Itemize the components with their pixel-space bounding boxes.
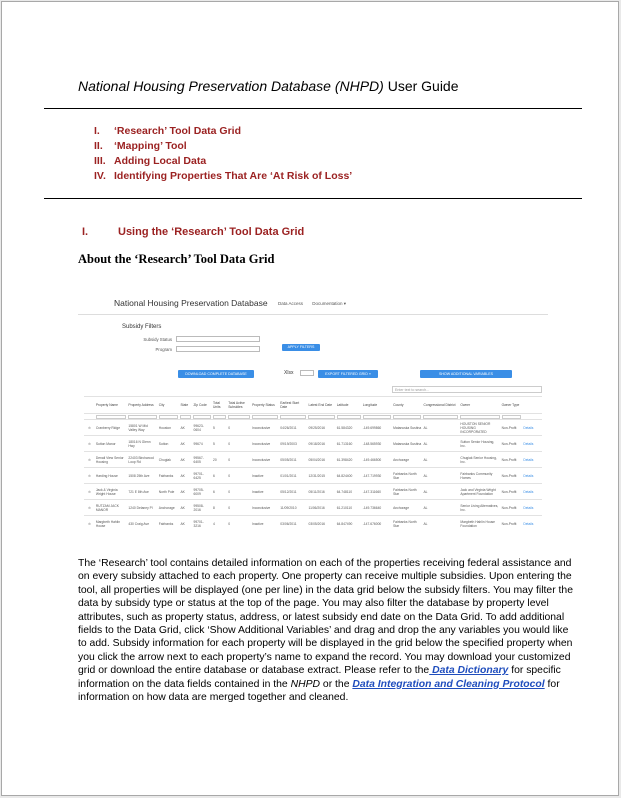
grid-cell: 99705-6009 bbox=[192, 484, 212, 500]
table-row bbox=[84, 500, 542, 516]
table-row bbox=[84, 516, 542, 532]
grid-cell: Margbeth Hahlin House Foundation bbox=[459, 516, 500, 532]
format-label: Xlsx bbox=[284, 370, 294, 376]
toc-item bbox=[94, 139, 352, 154]
grid-cell: 09/18/2016 bbox=[307, 436, 335, 452]
body-nhpd: NHPD bbox=[290, 678, 321, 690]
grid-cell: AL bbox=[422, 516, 459, 532]
body-text-mid2: or the bbox=[320, 678, 353, 690]
body-main-text: The ‘Research’ tool contains detailed information on each of the properties receiving federal assistance and on every subsidy attached to each property. One property can receive multiple subsidies. Upon entering the tool, all properties will be displayed (one per line) in the data grid below the subsidy filters. You may filter the data by subsidy type or status at the top of the page. You may also filter the database by property level attributes, such as property status, address, or latest subsidy end date on the Data Grid. To add additional fields to the Data Grid, click ‘Show Additional Variables’ and drag and drop the any variables you would like to add. Subsidy information for each property will be displayed in the grid below the specified property when you click the arrow next to each property’s name to expand the record. You may download your customized grid or download the entire database or database extract. Please refer to the bbox=[78, 558, 573, 677]
grid-column-header: City bbox=[158, 397, 180, 414]
grid-column-header: Zip Code bbox=[192, 397, 212, 414]
expand-arrow-icon: ⊕ bbox=[84, 452, 95, 468]
grid-cell: Jack and Virginia Wright Apartment Foundation bbox=[459, 484, 500, 500]
title-italic: National Housing Preservation Database (NHPD) bbox=[78, 78, 384, 94]
toc-item bbox=[94, 124, 352, 139]
nav-data-access: Data Access bbox=[278, 301, 304, 306]
expand-arrow-icon: ⊕ bbox=[84, 516, 95, 532]
title-plain: User Guide bbox=[383, 78, 459, 94]
details-link: Details bbox=[522, 468, 542, 484]
research-tool-screenshot bbox=[78, 292, 548, 574]
grid-filter-input bbox=[308, 415, 334, 419]
grid-cell: 61.210110 bbox=[336, 500, 362, 516]
toc-num: IV. bbox=[94, 170, 106, 182]
subsidy-filters-title: Subsidy Filters bbox=[122, 324, 162, 330]
grid-cell: Sutton bbox=[158, 436, 180, 452]
grid-cell: Inactive bbox=[251, 468, 279, 484]
grid-cell: 03/06/2011 bbox=[279, 516, 307, 532]
grid-filter-input bbox=[502, 415, 522, 419]
grid-filter-input bbox=[393, 415, 421, 419]
grid-cell: Fairbanks Community Homes bbox=[459, 468, 500, 484]
screenshot-rule bbox=[78, 314, 548, 315]
grid-cell: Non-Profit bbox=[501, 452, 523, 468]
grid-cell: 0 bbox=[227, 468, 251, 484]
grid-cell: Fairbanks North Star bbox=[392, 484, 422, 500]
grid-cell: 09/19/2003 bbox=[279, 436, 307, 452]
body-paragraph bbox=[78, 557, 574, 704]
grid-cell: AL bbox=[422, 468, 459, 484]
program-select bbox=[176, 346, 260, 352]
grid-column-header: Total Units bbox=[212, 397, 227, 414]
grid-cell: AK bbox=[179, 452, 192, 468]
grid-cell: AK bbox=[179, 516, 192, 532]
grid-cell: 61.584320 bbox=[336, 420, 362, 436]
grid-cell: Inconclusive bbox=[251, 436, 279, 452]
grid-filter-input bbox=[423, 415, 458, 419]
toc-label: ‘Research’ Tool Data Grid bbox=[114, 125, 242, 137]
screenshot-nav bbox=[278, 301, 354, 307]
grid-cell: -147.311660 bbox=[362, 484, 392, 500]
table-of-contents bbox=[94, 124, 352, 184]
grid-column-header: Earliest Start Date bbox=[279, 397, 307, 414]
grid-cell: Sutton Senior Housing, Inc. bbox=[459, 436, 500, 452]
grid-cell: Jack & Virginia Wright House bbox=[95, 484, 128, 500]
grid-cell: Denali View Senior Housing bbox=[95, 452, 128, 468]
research-data-grid bbox=[84, 396, 542, 531]
grid-cell: 11/09/2010 bbox=[279, 500, 307, 516]
divider-bottom bbox=[44, 198, 582, 199]
apply-filters-button: APPLY FILTERS bbox=[282, 344, 320, 351]
grid-column-header: Latest End Date bbox=[307, 397, 335, 414]
grid-cell: 1240 Delaney Pl bbox=[127, 500, 157, 516]
grid-column-header bbox=[84, 397, 95, 414]
document-title bbox=[78, 78, 459, 94]
grid-cell: 09/25/2016 bbox=[307, 420, 335, 436]
grid-cell: 99623-0604 bbox=[192, 420, 212, 436]
section-heading bbox=[82, 226, 304, 238]
grid-cell: -149.466500 bbox=[362, 452, 392, 468]
expand-arrow-icon: ⊕ bbox=[84, 420, 95, 436]
grid-cell: 01/01/2011 bbox=[279, 468, 307, 484]
grid-cell: AL bbox=[422, 420, 459, 436]
grid-cell: -147.676000 bbox=[362, 516, 392, 532]
grid-cell: Senior Living Alternatives, Inc. bbox=[459, 500, 500, 516]
expand-arrow-icon: ⊕ bbox=[84, 484, 95, 500]
grid-cell: 05/05/2011 bbox=[279, 452, 307, 468]
table-row bbox=[84, 436, 542, 452]
table-row bbox=[84, 484, 542, 500]
grid-cell: AK bbox=[179, 420, 192, 436]
grid-column-header: Property Status bbox=[251, 397, 279, 414]
table-row bbox=[84, 452, 542, 468]
integration-protocol-link[interactable]: Data Integration and Cleaning Protocol bbox=[352, 678, 545, 690]
divider-top bbox=[44, 108, 582, 109]
grid-cell: 05/04/2016 bbox=[307, 452, 335, 468]
grid-cell: 64.847490 bbox=[336, 516, 362, 532]
grid-cell: 61.713160 bbox=[336, 436, 362, 452]
grid-filter-input bbox=[252, 415, 278, 419]
grid-cell: 12/31/2015 bbox=[307, 468, 335, 484]
toc-num: II. bbox=[94, 140, 103, 152]
grid-cell: 721 E 8th Ave bbox=[127, 484, 157, 500]
body-text-mid1: for specific information on the data fields contained in the bbox=[78, 665, 561, 690]
grid-cell: AK bbox=[179, 436, 192, 452]
program-label: Program bbox=[155, 347, 172, 352]
grid-cell: 04/26/2011 bbox=[279, 420, 307, 436]
toc-label: ‘Mapping’ Tool bbox=[114, 140, 187, 152]
grid-cell: 05/12/2011 bbox=[279, 484, 307, 500]
subheading: About the ‘Research’ Tool Data Grid bbox=[78, 252, 275, 266]
nav-documentation: Documentation ▾ bbox=[312, 301, 347, 306]
grid-filter-input bbox=[363, 415, 391, 419]
grid-cell: -147.719930 bbox=[362, 468, 392, 484]
grid-cell: North Pole bbox=[158, 484, 180, 500]
section-num: I. bbox=[82, 226, 89, 238]
grid-filter-input bbox=[128, 415, 156, 419]
grid-cell: Fairbanks bbox=[158, 468, 180, 484]
grid-column-header: State bbox=[179, 397, 192, 414]
document-page bbox=[1, 1, 619, 796]
grid-cell: AL bbox=[422, 452, 459, 468]
expand-arrow-icon: ⊕ bbox=[84, 468, 95, 484]
grid-cell: 6 bbox=[212, 484, 227, 500]
grid-cell: AK bbox=[179, 468, 192, 484]
data-dictionary-link[interactable]: Data Dictionary bbox=[429, 665, 509, 677]
grid-cell: Chugiak bbox=[158, 452, 180, 468]
grid-cell: 03/05/2016 bbox=[307, 516, 335, 532]
grid-cell: 5 bbox=[212, 436, 227, 452]
grid-cell: AK bbox=[179, 484, 192, 500]
toc-num: I. bbox=[94, 125, 100, 137]
grid-cell: Anchorage bbox=[392, 452, 422, 468]
grid-cell: Inconclusive bbox=[251, 420, 279, 436]
details-link: Details bbox=[522, 500, 542, 516]
grid-filter-input bbox=[228, 415, 250, 419]
details-link: Details bbox=[522, 484, 542, 500]
grid-cell: RUTZAM JACK MANOR bbox=[95, 500, 128, 516]
body-text-tail: for information on how data are merged together and cleaned. bbox=[78, 678, 560, 704]
grid-column-header: Property Name bbox=[95, 397, 128, 414]
grid-filter-input bbox=[159, 415, 179, 419]
grid-cell: Houston bbox=[158, 420, 180, 436]
grid-cell: Cranberry Ridge bbox=[95, 420, 128, 436]
grid-cell: Matanuska Susitna bbox=[392, 436, 422, 452]
grid-cell: Non-Profit bbox=[501, 468, 523, 484]
grid-cell: Margbeth Hahlin House bbox=[95, 516, 128, 532]
grid-cell: 20 bbox=[212, 452, 227, 468]
grid-cell: 11/06/2016 bbox=[307, 500, 335, 516]
grid-cell: AL bbox=[422, 484, 459, 500]
grid-cell: 430 Craig Ave bbox=[127, 516, 157, 532]
grid-cell: 6 bbox=[212, 468, 227, 484]
toc-num: III. bbox=[94, 155, 106, 167]
subsidy-status-select bbox=[176, 336, 260, 342]
grid-cell: Inactive bbox=[251, 516, 279, 532]
screenshot-title: National Housing Preservation Database bbox=[114, 298, 268, 308]
expand-arrow-icon: ⊕ bbox=[84, 500, 95, 516]
grid-column-header bbox=[522, 397, 542, 414]
grid-cell: Non-Profit bbox=[501, 420, 523, 436]
grid-column-header: County bbox=[392, 397, 422, 414]
grid-cell: 64.824400 bbox=[336, 468, 362, 484]
grid-cell: 15801 W Mid Valley Way bbox=[127, 420, 157, 436]
grid-cell: Fairbanks bbox=[158, 516, 180, 532]
grid-cell: 0 bbox=[227, 436, 251, 452]
grid-filter-input bbox=[280, 415, 306, 419]
grid-search-box: Enter text to search... bbox=[392, 386, 542, 393]
grid-cell: Fairbanks North Star bbox=[392, 516, 422, 532]
toc-item bbox=[94, 154, 352, 169]
grid-cell: Sutton Manor bbox=[95, 436, 128, 452]
format-select bbox=[300, 370, 314, 376]
grid-cell: -149.736640 bbox=[362, 500, 392, 516]
grid-cell: 99701-6425 bbox=[192, 468, 212, 484]
grid-filter-input bbox=[213, 415, 226, 419]
grid-cell: Chugiak Senior Housing, Inc. bbox=[459, 452, 500, 468]
section-title: Using the ‘Research’ Tool Data Grid bbox=[118, 226, 305, 238]
details-link: Details bbox=[522, 436, 542, 452]
grid-column-header: Property Address bbox=[127, 397, 157, 414]
grid-cell: Inconclusive bbox=[251, 452, 279, 468]
grid-cell: Inactive bbox=[251, 484, 279, 500]
grid-column-header: Congressional District bbox=[422, 397, 459, 414]
grid-cell: 99567-6405 bbox=[192, 452, 212, 468]
grid-filter-input bbox=[193, 415, 211, 419]
grid-column-header: Owner Type bbox=[501, 397, 523, 414]
grid-cell: 4 bbox=[212, 516, 227, 532]
grid-cell: Anchorage bbox=[158, 500, 180, 516]
grid-cell: 22403 Birchwood Loop Rd bbox=[127, 452, 157, 468]
grid-cell: 18016 N Glenn Hwy bbox=[127, 436, 157, 452]
grid-cell: 0 bbox=[227, 484, 251, 500]
grid-cell: Non-Profit bbox=[501, 516, 523, 532]
expand-arrow-icon: ⊕ bbox=[84, 436, 95, 452]
grid-cell: 99508-2016 bbox=[192, 500, 212, 516]
grid-cell: 0 bbox=[227, 452, 251, 468]
grid-cell: 0 bbox=[227, 500, 251, 516]
grid-cell: AL bbox=[422, 436, 459, 452]
grid-cell: Non-Profit bbox=[501, 484, 523, 500]
grid-filter-input bbox=[180, 415, 191, 419]
grid-cell: 64.748110 bbox=[336, 484, 362, 500]
grid-cell: Anchorage bbox=[392, 500, 422, 516]
toc-item bbox=[94, 169, 352, 184]
details-link: Details bbox=[522, 420, 542, 436]
grid-cell: 0 bbox=[227, 420, 251, 436]
grid-cell: Matanuska Susitna bbox=[392, 420, 422, 436]
table-row bbox=[84, 468, 542, 484]
grid-cell: 99674 bbox=[192, 436, 212, 452]
grid-cell: 99701-3216 bbox=[192, 516, 212, 532]
grid-cell: AK bbox=[179, 500, 192, 516]
grid-cell: 5 bbox=[212, 420, 227, 436]
details-link: Details bbox=[522, 516, 542, 532]
grid-cell: AL bbox=[422, 500, 459, 516]
grid-cell: -148.565930 bbox=[362, 436, 392, 452]
grid-cell: Inconclusive bbox=[251, 500, 279, 516]
grid-cell: Non-Profit bbox=[501, 436, 523, 452]
grid-cell: HOUSTON SENIOR HOUSING INCORPORATED bbox=[459, 420, 500, 436]
grid-cell: 61.398420 bbox=[336, 452, 362, 468]
grid-filter-input bbox=[337, 415, 361, 419]
export-grid-button: EXPORT FILTERED GRID » bbox=[318, 370, 378, 378]
grid-cell: 0 bbox=[227, 516, 251, 532]
details-link: Details bbox=[522, 452, 542, 468]
download-database-button: DOWNLOAD COMPLETE DATABASE bbox=[178, 370, 254, 378]
grid-filter-input bbox=[96, 415, 127, 419]
grid-column-header: Owner bbox=[459, 397, 500, 414]
grid-column-header: Longitude bbox=[362, 397, 392, 414]
table-row bbox=[84, 420, 542, 436]
grid-column-header: Total Active Subsidies bbox=[227, 397, 251, 414]
grid-cell: 05/11/2016 bbox=[307, 484, 335, 500]
show-variables-button: SHOW ADDITIONAL VARIABLES bbox=[420, 370, 512, 378]
subsidy-status-label: Subsidy Status bbox=[143, 337, 172, 342]
grid-cell: 8 bbox=[212, 500, 227, 516]
grid-cell: Fairbanks North Star bbox=[392, 468, 422, 484]
grid-cell: Harding House bbox=[95, 468, 128, 484]
toc-label: Adding Local Data bbox=[114, 155, 207, 167]
grid-filter-input bbox=[460, 415, 499, 419]
grid-cell: 1508 25th Ave bbox=[127, 468, 157, 484]
grid-cell: -149.699860 bbox=[362, 420, 392, 436]
grid-column-header: Latitude bbox=[336, 397, 362, 414]
grid-cell: Non-Profit bbox=[501, 500, 523, 516]
toc-label: Identifying Properties That Are ‘At Risk of Loss’ bbox=[114, 170, 353, 182]
